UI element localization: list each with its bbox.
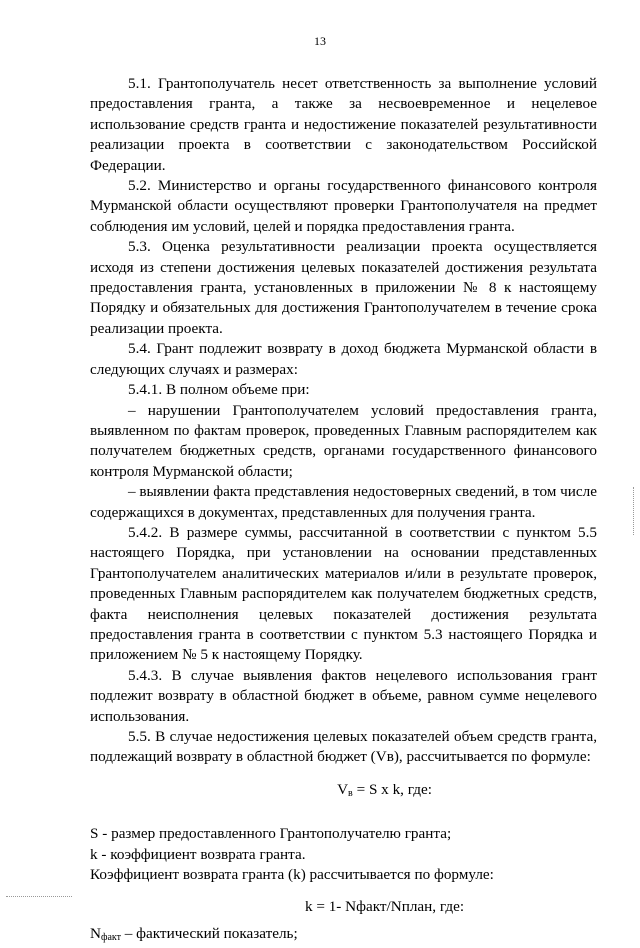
formula-volume-expression: = S x k, где: — [352, 780, 432, 798]
paragraph-5-4-1-item-b: – выявлении факта представления недостоверных сведений, в том числе содержащихся в документах, представленных для получения гранта. — [90, 483, 597, 521]
formula-coefficient: k = 1- Nфакт/Nплан, где: — [304, 898, 465, 916]
document-body — [90, 74, 597, 948]
paragraph-5-4-3: 5.4.3. В случае выявления фактов нецелевого использования грант подлежит возврату в областной бюджет в объеме, равном сумме нецелевого использования. — [90, 666, 597, 725]
definition-s: S - размер предоставленного Грантополучателю гранта; — [90, 825, 452, 843]
paragraph-5-1: 5.1. Грантополучатель несет ответственность за выполнение условий предоставления гранта, а также за несвоевременное и нецелевое использование средств гранта и недостижение показателей результативности реализации проекта в соответствии с законодательством Российской Федерации. — [90, 75, 597, 174]
paragraph-5-3: 5.3. Оценка результативности реализации проекта осуществляется исходя из степени достижения целевых показателей достижения результата предоставления гранта, установленных в приложении № 8 к настоящему Порядку и обязательных для достижения Грантополучателем в течение срока реализации проекта. — [90, 238, 597, 337]
paragraph-5-4-2: 5.4.2. В размере суммы, рассчитанной в соответствии с пунктом 5.5 настоящего Порядка, при установлении на основании представленных Грантополучателем аналитических материалов и/или в результате проверок, проведенных Главным распорядителем как получателем бюджетных средств, факта неисполнения целевых показателей достижения результата предоставления гранта в соответствии с пунктом 5.3 настоящего Порядка и приложением № 5 к настоящему Порядку. — [90, 523, 597, 664]
footnote-rule — [6, 896, 72, 897]
nfact-subscript: факт — [100, 931, 121, 943]
paragraph-5-5: 5.5. В случае недостижения целевых показателей объем средств гранта, подлежащий возврату в областной бюджет (Vв), рассчитывается по формуле: — [90, 728, 597, 766]
paragraph-5-2: 5.2. Министерство и органы государственного финансового контроля Мурманской области осуществляют проверки Грантополучателя на предмет соблюдения им условий, целей и порядка предоставления гранта. — [90, 177, 597, 235]
page-number: 13 — [314, 34, 326, 48]
paragraph-5-4-1: 5.4.1. В полном объеме при: — [128, 381, 310, 399]
paragraph-5-4: 5.4. Грант подлежит возврату в доход бюджета Мурманской области в следующих случаях и размерах: — [90, 340, 597, 378]
nfact-symbol: N — [90, 924, 101, 942]
definition-nfact — [90, 924, 597, 948]
formula-volume-subscript: в — [348, 787, 353, 799]
paragraph-5-4-1-item-a: – нарушении Грантополучателем условий предоставления гранта, выявленном по фактам проверок, проведенных Главным распорядителем как получателем бюджетных средств, органами государственного финансового контроля Мурманской области; — [90, 401, 597, 480]
formula-volume-symbol: V — [337, 780, 349, 798]
definition-k-intro: Коэффициент возврата гранта (k) рассчитывается по формуле: — [90, 866, 494, 884]
margin-scan-mark — [633, 487, 638, 535]
definition-k: k - коэффициент возврата гранта. — [90, 845, 306, 863]
nfact-text: – фактический показатель; — [120, 924, 298, 942]
formula-volume-return — [90, 780, 597, 804]
